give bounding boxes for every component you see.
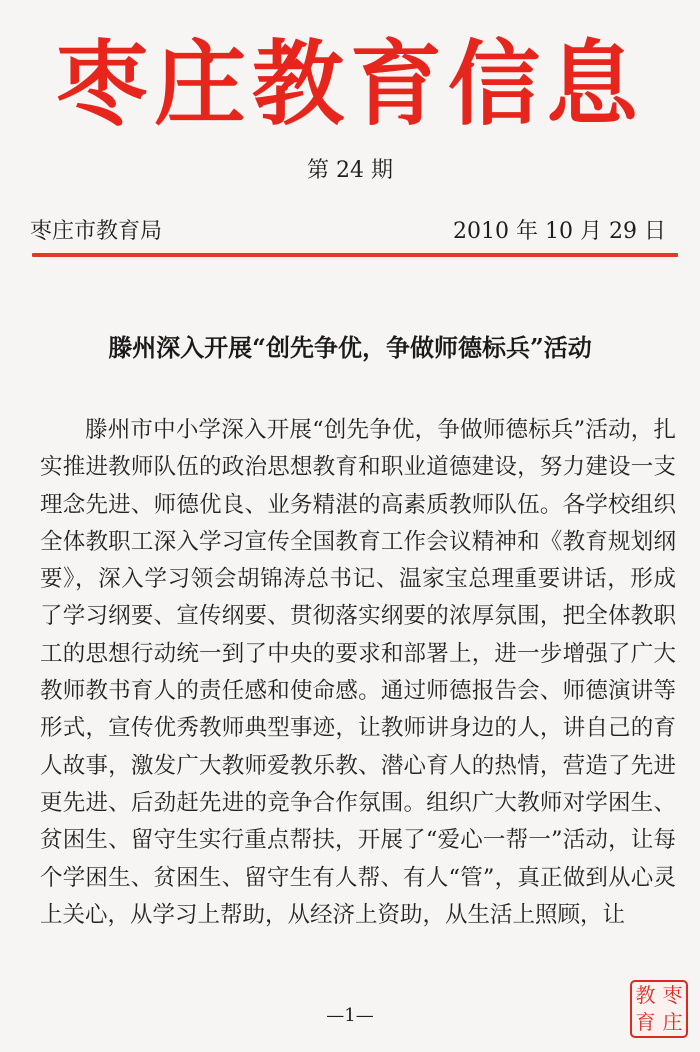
seal-char: 教	[635, 983, 656, 1007]
page-number: —1—	[326, 1005, 374, 1026]
issue-number: 第 24 期	[307, 158, 393, 183]
article-title: 滕州深入开展“创先争优，争做师德标兵”活动	[108, 333, 592, 362]
publish-date: 2010 年 10 月 29 日	[453, 219, 666, 244]
seal-stamp	[630, 980, 688, 1038]
seal-char: 育	[635, 1010, 656, 1034]
seal-char: 庄	[662, 1010, 683, 1034]
publisher-name: 枣庄市教育局	[30, 219, 163, 244]
article-body: 滕州市中小学深入开展“创先争优，争做师德标兵”活动，扎实推进教师队伍的政治思想教育和职业道德建设，努力建设一支理念先进、师德优良、业务精湛的高素质教师队伍。各学校组织全体教职工深入学习宣传全国教育工作会议精神和《教育规划纲要》，深入学习领会胡锦涛总书记、温家宝总理重要讲话，形成了学习纲要、宣传纲要、贯彻落实纲要的浓厚氛围，把全体教职工的思想行动统一到了中央的要求和部署上，进一步增强了广大教师教书育人的责任感和使命感。通过师德报告会、师德演讲等形式，宣传优秀教师典型事迹，让教师讲身边的人，讲自己的育人故事，激发广大教师爱教乐教、潜心育人的热情，营造了先进更先进、后劲赶先进的竞争合作氛围。组织广大教师对学困生、贫困生、留守生实行重点帮扶，开展了“爱心一帮一”活动，让每个学困生、贫困生、留守生有人帮、有人“管”，真正做到从心灵上关心，从学习上帮助，从经济上资助，从生活上照顾，让	[40, 417, 676, 928]
meta-row	[30, 214, 672, 250]
masthead-title: 枣庄教育信息	[55, 31, 644, 138]
header-divider	[32, 253, 678, 257]
seal-char: 枣	[662, 983, 683, 1007]
